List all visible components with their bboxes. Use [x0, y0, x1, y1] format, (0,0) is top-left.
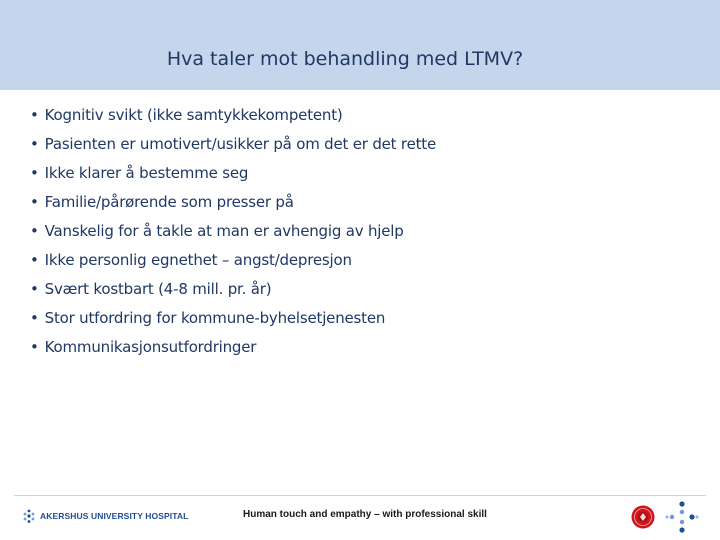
bullet-dot: •	[30, 193, 39, 211]
hospital-logo-icon	[22, 509, 36, 523]
bullet-dot: •	[30, 135, 39, 153]
bullet-dot: •	[30, 251, 39, 269]
bullet-item	[30, 101, 436, 130]
bullet-text: Ikke personlig egnethet – angst/depresjon	[44, 251, 352, 269]
bullet-item	[30, 159, 436, 188]
university-seal-icon	[631, 505, 655, 529]
bullet-item	[30, 246, 436, 275]
bullet-dot: •	[30, 338, 39, 356]
bullet-text: Ikke klarer å bestemme seg	[44, 164, 249, 182]
bullet-text: Kommunikasjonsutfordringer	[44, 338, 257, 356]
slide-title: Hva taler mot behandling med LTMV?	[166, 48, 524, 70]
hospital-name: AKERSHUS UNIVERSITY HOSPITAL	[40, 511, 189, 521]
footer-divider	[14, 495, 706, 496]
bullet-text: Vanskelig for å takle at man er avhengig av hjelp	[44, 222, 404, 240]
bullet-text: Kognitiv svikt (ikke samtykkekompetent)	[44, 106, 343, 124]
bullet-item	[30, 217, 436, 246]
bullet-dot: •	[30, 222, 39, 240]
bullet-item	[30, 130, 436, 159]
bullet-dot: •	[30, 280, 39, 298]
bullet-item	[30, 304, 436, 333]
bullet-item	[30, 333, 436, 362]
bullet-dot: •	[30, 106, 39, 124]
bullet-item	[30, 188, 436, 217]
bullet-text: Svært kostbart (4-8 mill. pr. år)	[44, 280, 272, 298]
bullet-list	[30, 101, 436, 362]
bullet-dot: •	[30, 309, 39, 327]
bullet-text: Stor utfordring for kommune-byhelsetjenesten	[44, 309, 386, 327]
hospital-logo	[22, 505, 188, 527]
footer-tagline: Human touch and empathy – with professional skill	[243, 509, 487, 520]
bullet-text: Pasienten er umotivert/usikker på om det er det rette	[44, 135, 436, 153]
header-band	[0, 0, 720, 90]
bullet-dot: •	[30, 164, 39, 182]
dots-cross-icon	[664, 500, 700, 534]
bullet-text: Familie/pårørende som presser på	[44, 193, 294, 211]
bullet-item	[30, 275, 436, 304]
